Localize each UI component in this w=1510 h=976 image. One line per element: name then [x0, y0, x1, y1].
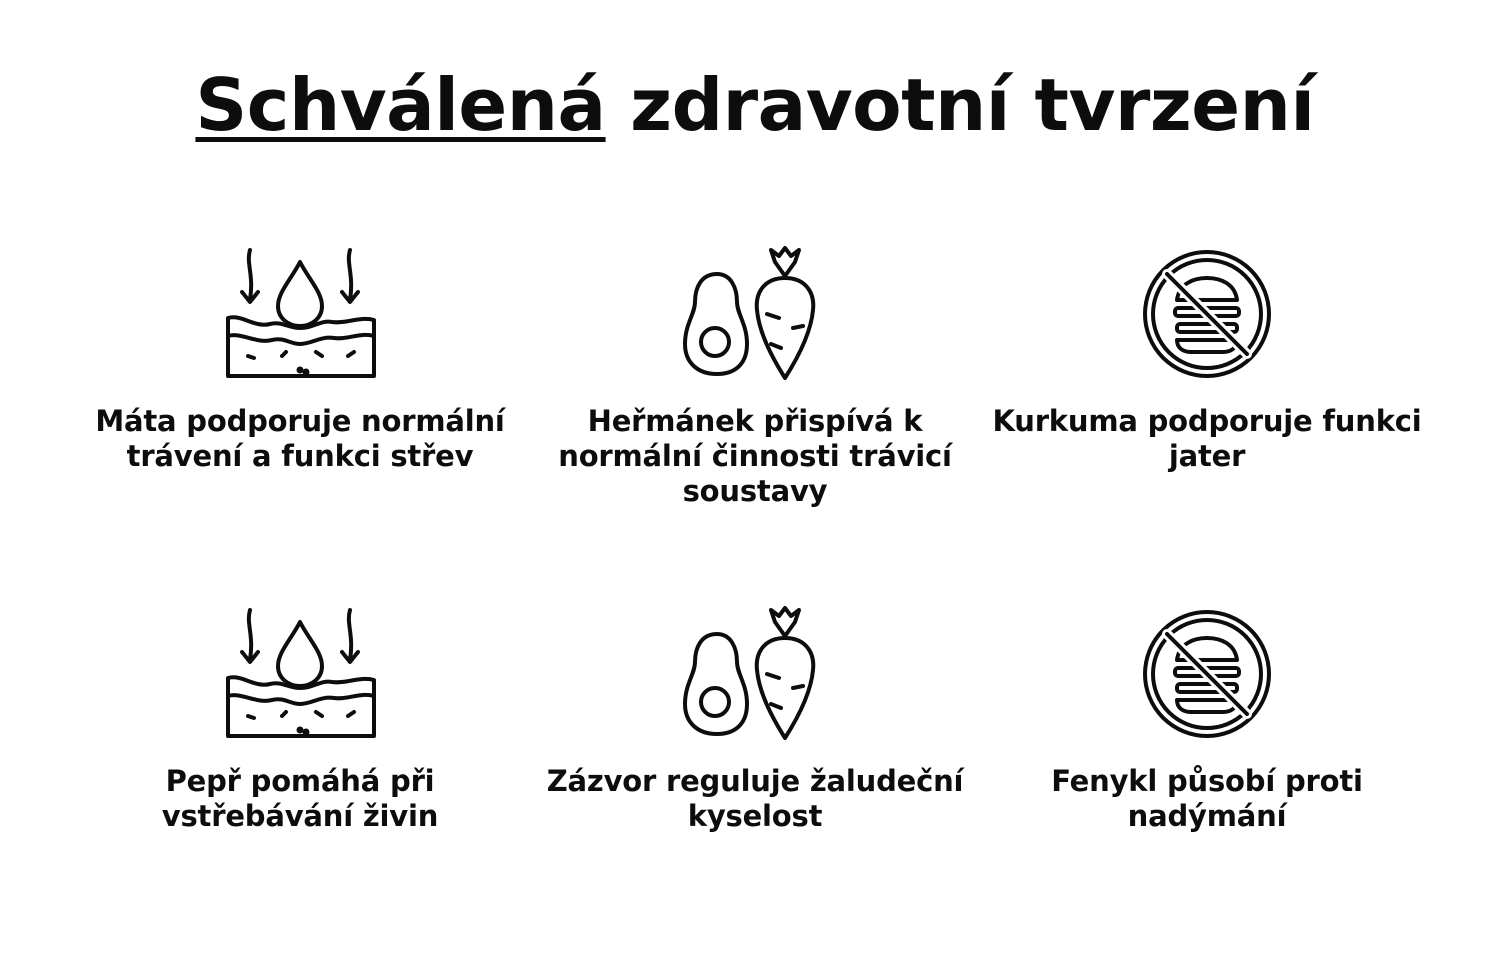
- claim-item: [977, 604, 1437, 834]
- page-title-underlined: Schválená: [195, 63, 606, 147]
- claim-item: [525, 244, 985, 509]
- page-title-rest: zdravotní tvrzení: [605, 63, 1315, 147]
- claim-label: Zázvor reguluje žaludeční kyselost: [546, 764, 964, 833]
- claim-label: Máta podporuje normální trávení a funkci střev: [95, 404, 505, 473]
- claim-item: [977, 244, 1437, 474]
- claim-item: [525, 604, 985, 834]
- no-burger-icon: [1127, 604, 1287, 744]
- claim-item: [70, 244, 530, 474]
- claim-label: Heřmánek přispívá k normální činnosti trávicí soustavy: [558, 404, 952, 508]
- avocado-carrot-icon: [675, 244, 835, 384]
- absorption-icon: [220, 244, 380, 384]
- absorption-icon: [220, 604, 380, 744]
- page-title: [0, 62, 1510, 148]
- claim-label: Fenykl působí proti nadýmání: [1051, 764, 1363, 833]
- claim-label: Kurkuma podporuje funkci jater: [992, 404, 1422, 473]
- claim-label: Pepř pomáhá při vstřebávání živin: [161, 764, 439, 833]
- no-burger-icon: [1127, 244, 1287, 384]
- avocado-carrot-icon: [675, 604, 835, 744]
- claim-item: [70, 604, 530, 834]
